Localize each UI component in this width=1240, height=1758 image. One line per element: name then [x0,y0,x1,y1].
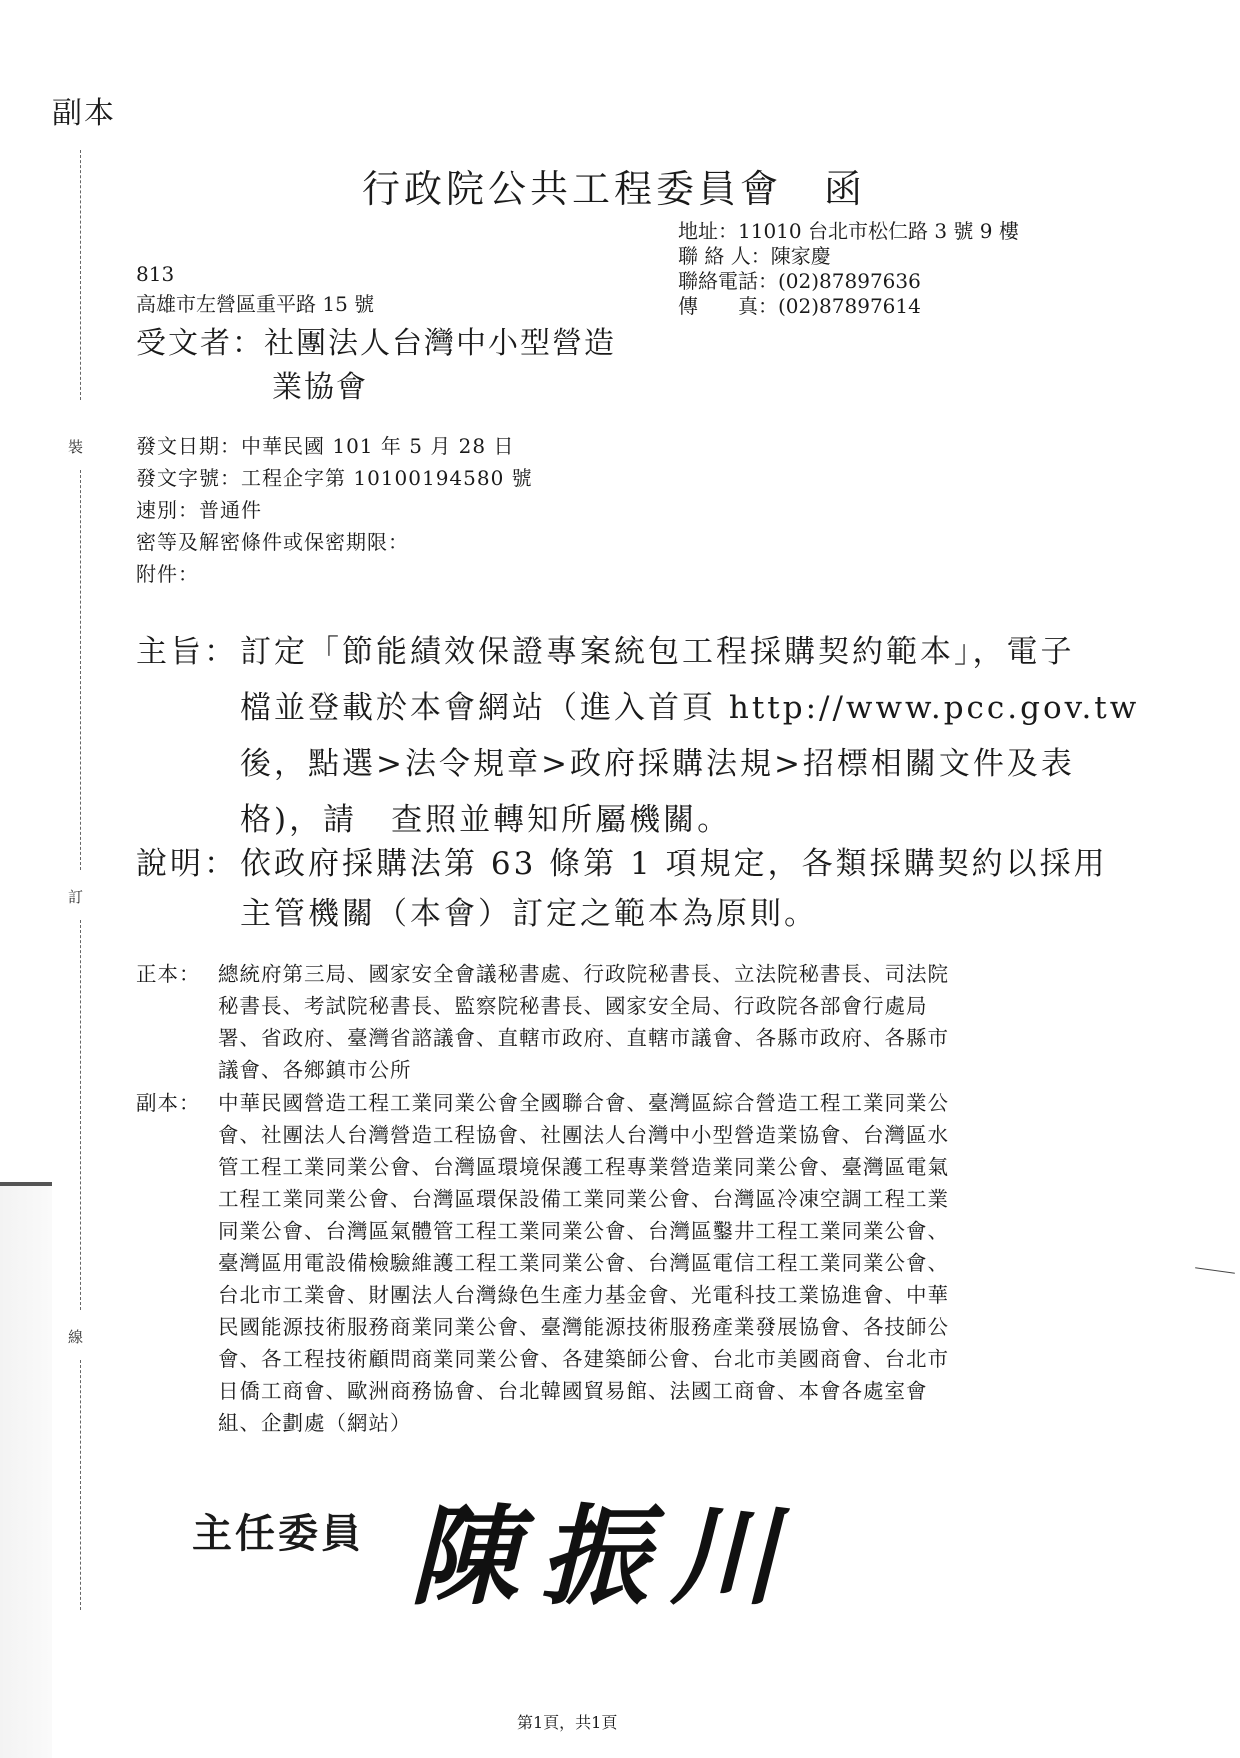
issue-date: 發文日期：中華民國 101 年 5 月 28 日 [136,434,515,458]
attachment: 附件： [136,562,199,586]
subject-line: 檔並登載於本會網站（進入首頁 http://www.pcc.gov.tw [240,690,1140,726]
copy-recipients-line: 台北市工業會、財團法人台灣綠色生產力基金會、光電科技工業協進會、中華 [218,1283,949,1307]
original-recipients-line: 秘書長、考試院秘書長、監察院秘書長、國家安全局、行政院各部會行處局 [218,994,928,1018]
contact-person: 聯 絡 人：陳家慶 [678,244,831,268]
recipient-line-1: 受文者：社團法人台灣中小型營造 [136,326,616,361]
contact-phone: 聯絡電話：(02)87897636 [678,269,921,293]
binding-mark-line: 線 [68,1328,84,1346]
explanation-line: 依政府採購法第 63 條第 1 項規定，各類採購契約以採用 [240,846,1108,882]
copy-recipients-line: 臺灣區用電設備檢驗維護工程工業同業公會、台灣區電信工程工業同業公會、 [218,1251,949,1275]
copy-recipients-line: 同業公會、台灣區氣體管工程工業同業公會、台灣區鑿井工程工業同業公會、 [218,1219,949,1243]
binding-line [80,1360,81,1610]
original-recipients-line: 議會、各鄉鎮市公所 [218,1058,412,1082]
subject-line: 格)，請 查照並轉知所屬機關。 [240,802,732,838]
page-number: 第1頁，共1頁 [517,1713,618,1732]
contact-fax: 傳 真：(02)87897614 [678,294,921,318]
binding-line [80,150,81,400]
scan-stray-mark [1195,1267,1235,1274]
recipient-line-2: 業協會 [272,370,368,405]
subject-line: 後，點選>法令規章>政府採購法規>招標相關文件及表 [240,746,1075,782]
copy-recipients-line: 日僑工商會、歐洲商務協會、台北韓國貿易館、法國工商會、本會各處室會 [218,1379,928,1403]
copy-recipients-line: 組、企劃處（網站） [218,1411,412,1435]
binding-mark-bind: 裝 [68,438,84,456]
explanation-line: 主管機關（本會）訂定之範本為原則。 [240,896,818,932]
explanation-label: 說明： [136,846,238,882]
binding-line [80,470,81,870]
recipient-address: 高雄市左營區重平路 15 號 [136,292,375,316]
original-recipients-label: 正本： [136,962,201,986]
copy-recipients-line: 民國能源技術服務商業同業公會、臺灣能源技術服務產業發展協會、各技師公 [218,1315,949,1339]
binding-line [80,920,81,1310]
copy-recipients-label: 副本： [136,1091,201,1115]
binding-mark-staple: 訂 [68,888,84,906]
copy-recipients-line: 中華民國營造工程工業同業公會全國聯合會、臺灣區綜合營造工程工業同業公 [218,1091,949,1115]
subject-line: 訂定「節能績效保證專案統包工程採購契約範本」，電子 [240,634,1075,670]
contact-address: 地址：11010 台北市松仁路 3 號 9 樓 [678,219,1019,243]
original-recipients-line: 總統府第三局、國家安全會議秘書處、行政院秘書長、立法院秘書長、司法院 [218,962,949,986]
document-title: 行政院公共工程委員會 函 [362,167,867,211]
delivery-speed: 速別：普通件 [136,498,262,522]
copy-recipients-line: 管工程工業同業公會、台灣區環境保護工程專業營造業同業公會、臺灣區電氣 [218,1155,949,1179]
signature-title: 主任委員 [192,1510,364,1557]
signature-name: 陳振川 [410,1494,801,1620]
copy-recipients-line: 工程工業同業公會、台灣區環保設備工業同業公會、台灣區冷凍空調工程工業 [218,1187,949,1211]
copy-recipients-line: 會、各工程技術顧問商業同業公會、各建築師公會、台北市美國商會、台北市 [218,1347,949,1371]
copy-mark: 副本 [52,96,116,131]
copy-recipients-line: 會、社團法人台灣營造工程協會、社團法人台灣中小型營造業協會、台灣區水 [218,1123,949,1147]
document-number: 發文字號：工程企字第 10100194580 號 [136,466,533,490]
original-recipients-line: 署、省政府、臺灣省諮議會、直轄市政府、直轄市議會、各縣市政府、各縣市 [218,1026,949,1050]
scan-edge-strip [0,1182,52,1758]
subject-label: 主旨： [136,634,238,670]
secrecy-level: 密等及解密條件或保密期限： [136,530,409,554]
postal-code: 813 [136,262,175,286]
